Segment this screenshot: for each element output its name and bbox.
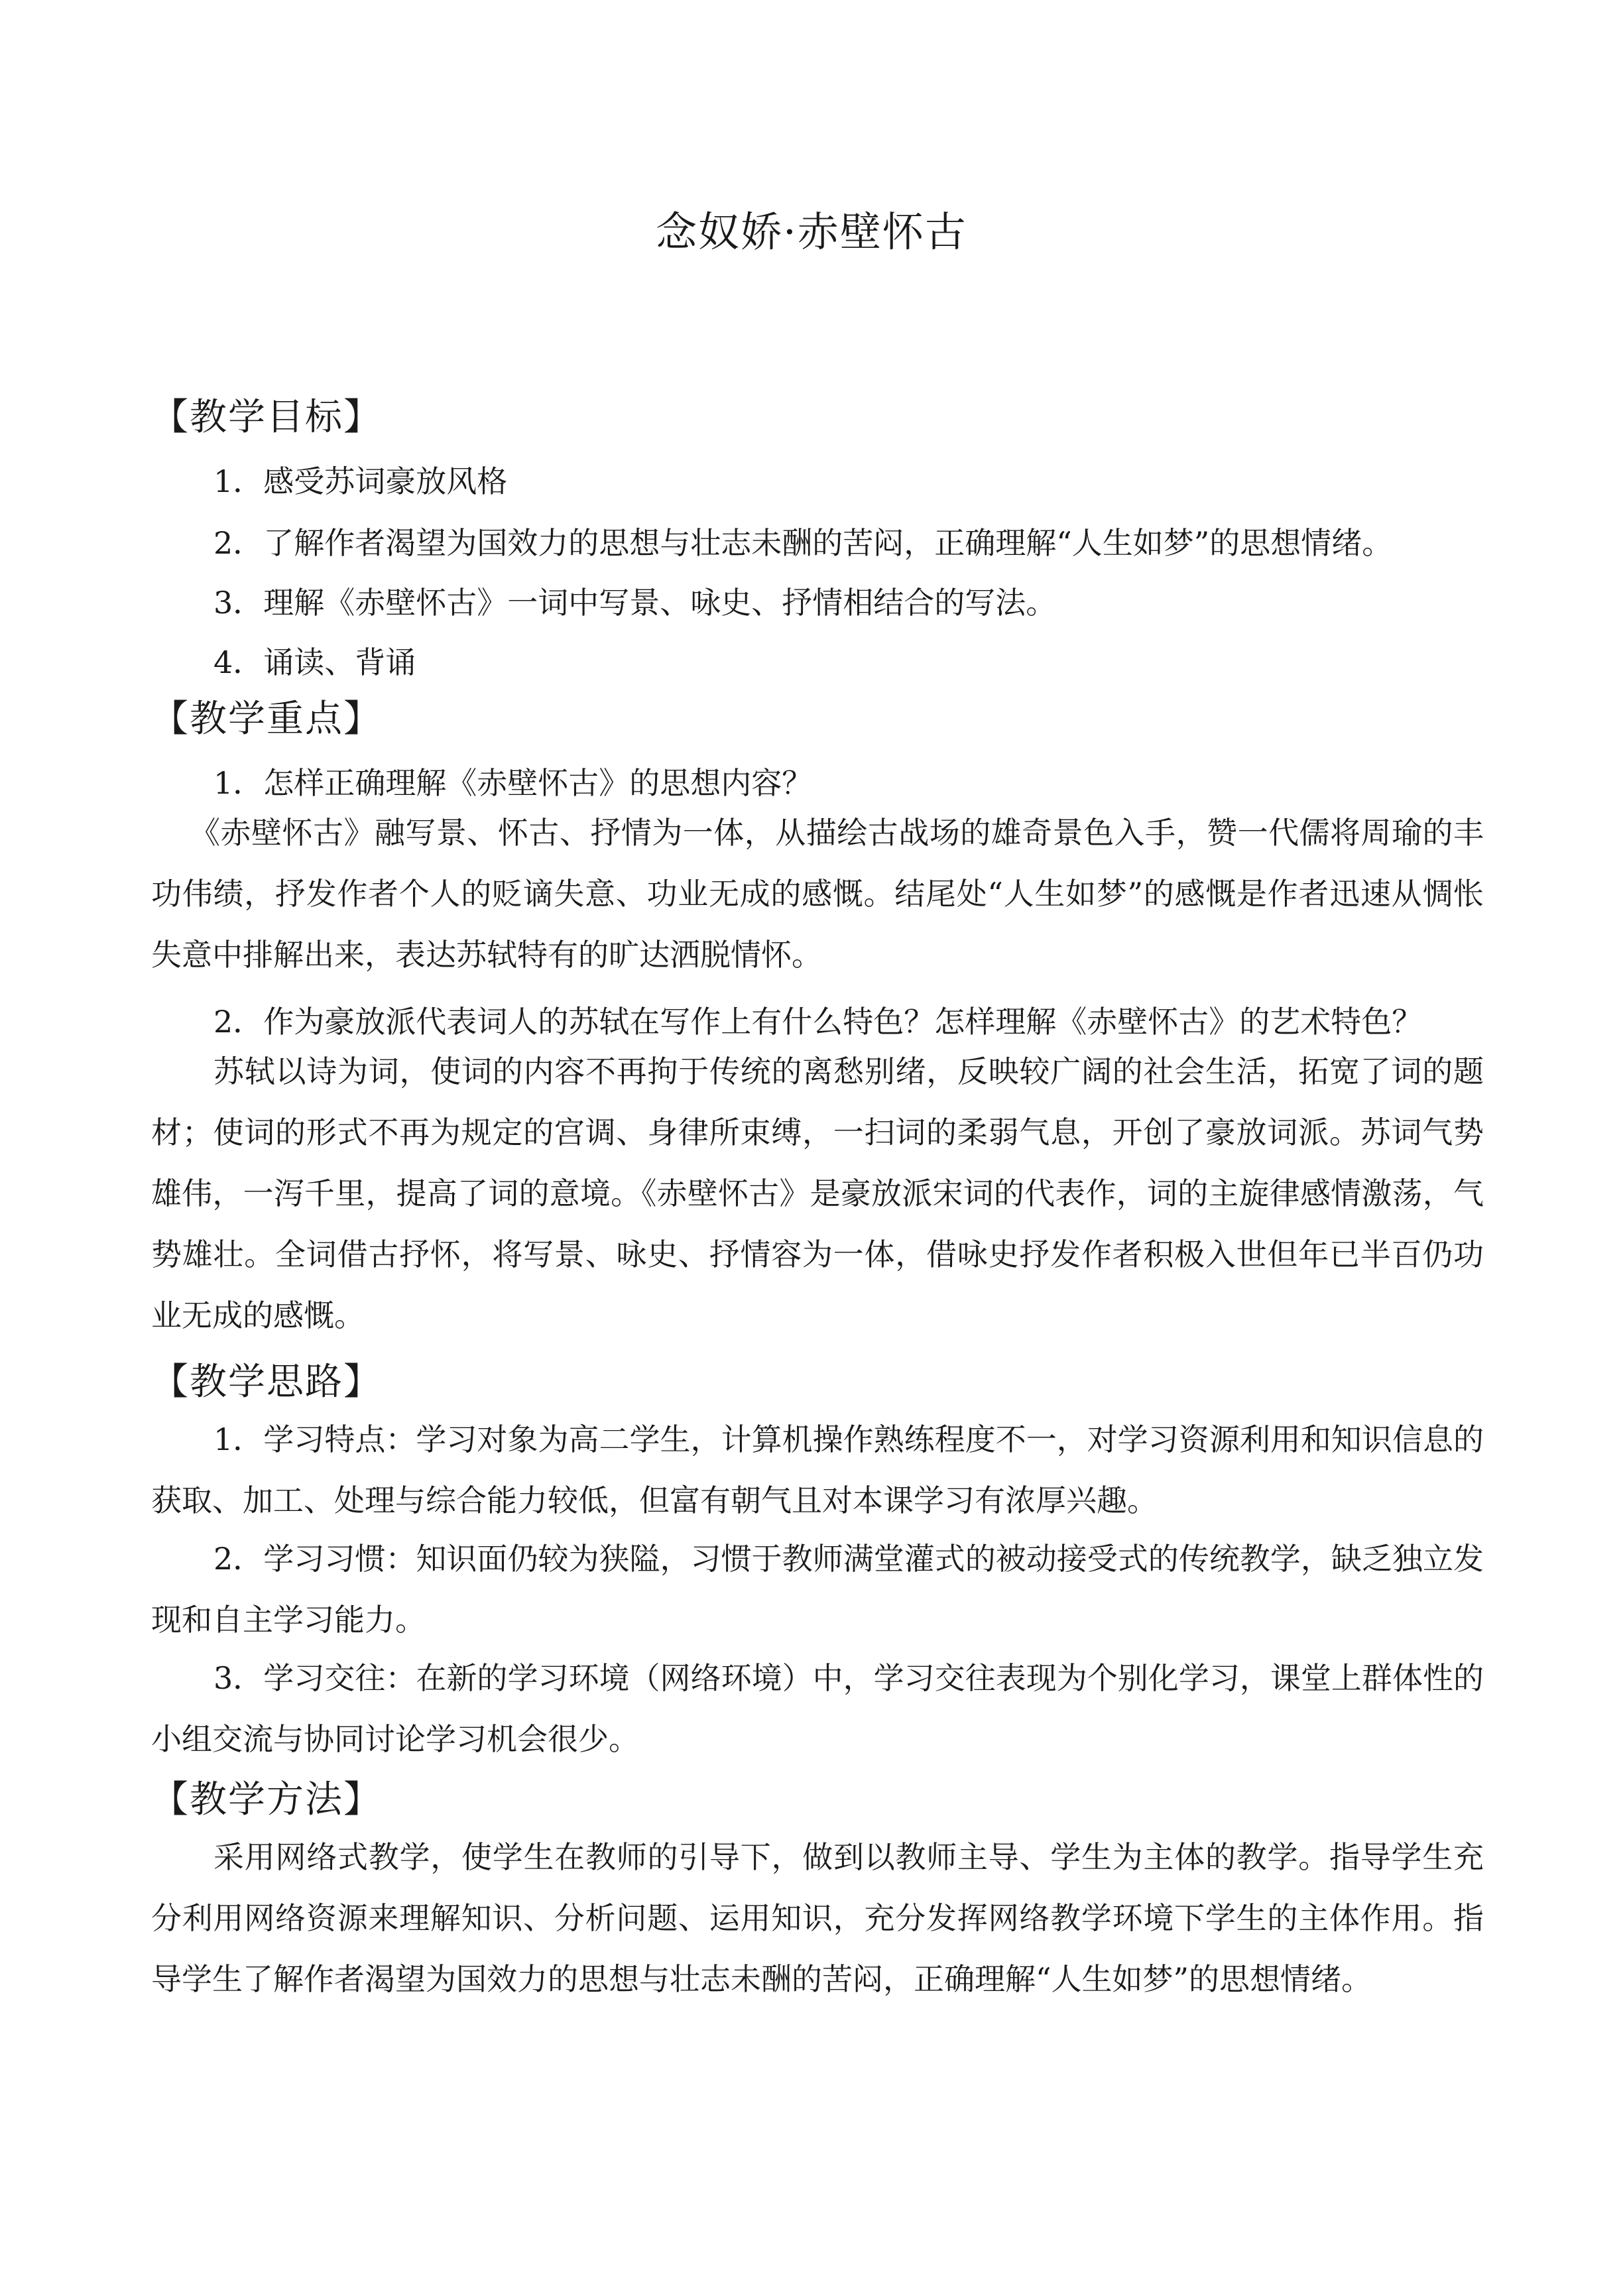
goal-item-1: 1．感受苏词豪放风格 — [213, 463, 508, 499]
keypoint-answer-2: 苏轼以诗为词，使词的内容不再拘于传统的离愁别绪，反映较广阔的社会生活，拓宽了词的题材；使词的形式不再为规定的宫调、身律所束缚，一扫词的柔弱气息，开创了豪放词派。苏词气势雄伟，一泻千里，提高了词的意境。《赤壁怀古》是豪放派宋词的代表作，词的主旋律感情激荡，气势雄壮。全词借古抒怀，将写景、咏史、抒情容为一体，借咏史抒发作者积极入世但年已半百仍功业无成的感慨。 — [151, 1054, 1484, 1333]
approach-paragraph-1: 1．学习特点：学习对象为高二学生，计算机操作熟练程度不一，对学习资源利用和知识信息的获取、加工、处理与综合能力较低，但富有朝气且对本课学习有浓厚兴趣。 — [151, 1421, 1484, 1518]
method-paragraph: 采用网络式教学，使学生在教师的引导下，做到以教师主导、学生为主体的教学。指导学生充分利用网络资源来理解知识、分析问题、运用知识，充分发挥网络教学环境下学生的主体作用。指导学生了解作者渴望为国效力的思想与壮志未酬的苦闷，正确理解“人生如梦”的思想情绪。 — [151, 1839, 1484, 1997]
section-heading-keypoints: 【教学重点】 — [151, 697, 382, 741]
document-title: 念奴娇·赤壁怀古 — [656, 208, 967, 256]
section-heading-method: 【教学方法】 — [151, 1778, 382, 1821]
section-heading-goals: 【教学目标】 — [151, 396, 382, 439]
section-heading-approach: 【教学思路】 — [151, 1360, 382, 1404]
keypoint-answer-1: 《赤壁怀古》融写景、怀古、抒情为一体，从描绘古战场的雄奇景色入手，赞一代儒将周瑜的丰功伟绩，抒发作者个人的贬谪失意、功业无成的感慨。结尾处“人生如梦”的感慨是作者迅速从惆怅失意中排解出来，表达苏轼特有的旷达洒脱情怀。 — [151, 815, 1484, 973]
goal-item-3: 3．理解《赤壁怀古》一词中写景、咏史、抒情相结合的写法。 — [213, 585, 1057, 621]
keypoint-question-2: 2．作为豪放派代表词人的苏轼在写作上有什么特色？怎样理解《赤壁怀古》的艺术特色？ — [213, 1004, 1423, 1040]
approach-paragraph-2: 2．学习习惯：知识面仍较为狭隘，习惯于教师满堂灌式的被动接受式的传统教学，缺乏独立发现和自主学习能力。 — [151, 1541, 1484, 1638]
goal-item-2: 2．了解作者渴望为国效力的思想与壮志未酬的苦闷，正确理解“人生如梦”的思想情绪。 — [213, 525, 1393, 561]
approach-paragraph-3: 3．学习交往：在新的学习环境（网络环境）中，学习交往表现为个别化学习，课堂上群体性的小组交流与协同讨论学习机会很少。 — [151, 1660, 1484, 1757]
goal-item-4: 4．诵读、背诵 — [213, 644, 416, 680]
keypoint-question-1: 1．怎样正确理解《赤壁怀古》的思想内容？ — [213, 765, 813, 801]
